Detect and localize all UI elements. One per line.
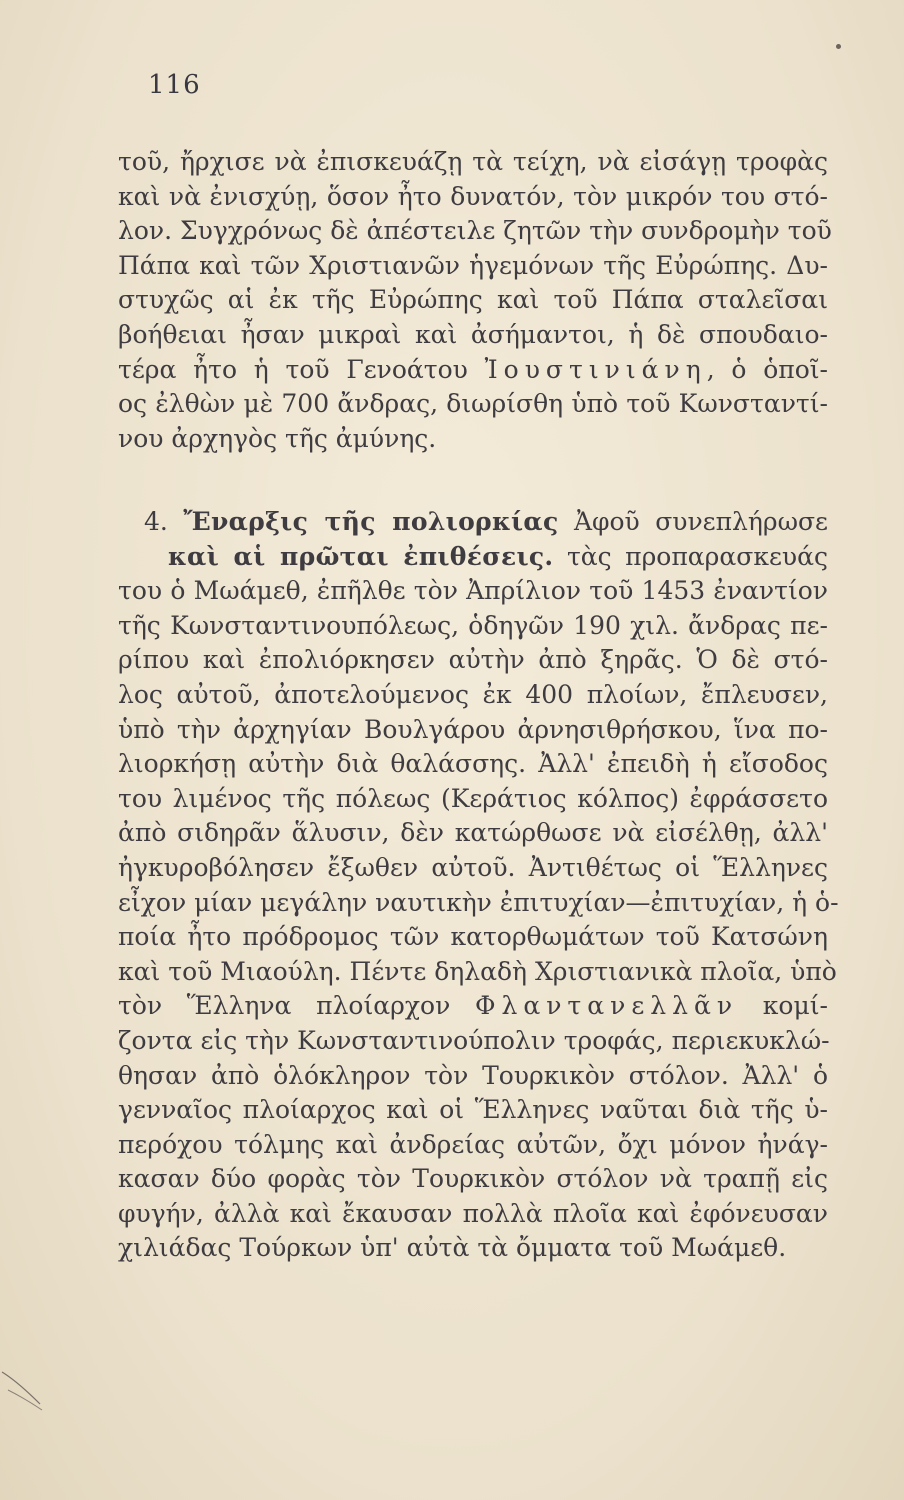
- text-line: Πάπα καὶ τῶν Χριστιανῶν ἡγεμόνων τῆς Εὐρώπης. Δυ-: [118, 250, 828, 280]
- text-line: γενναῖος πλοίαρχος καὶ οἱ Ἕλληνες ναῦται διὰ τῆς ὑ-: [118, 1095, 828, 1125]
- text-line: φυγήν, ἀλλὰ καὶ ἔκαυσαν πολλὰ πλοῖα καὶ ἐφόνευσαν: [118, 1198, 828, 1228]
- text-line: του ὁ Μωάμεθ, ἐπῆλθε τὸν Ἀπρίλιον τοῦ 1453 ἐναντίον: [118, 576, 828, 606]
- page-dot: [836, 44, 841, 49]
- text-line: θησαν ἀπὸ ὁλόκληρον τὸν Τουρκικὸν στόλον. Ἀλλ' ὁ: [118, 1060, 828, 1090]
- text-line: ὑπὸ τὴν ἀρχηγίαν Βουλγάρου ἀρνησιθρήσκου, ἵνα πο-: [118, 714, 828, 744]
- section-number: 4.: [144, 507, 168, 536]
- text-line: [118, 353, 828, 388]
- heading-line: [118, 505, 828, 540]
- spaced-name: Φλαντανελλᾶν: [475, 991, 739, 1021]
- text-fragment: τὸν Ἕλληνα πλοίαρχον: [118, 991, 451, 1021]
- text-line: λος αὐτοῦ, ἀποτελούμενος ἐκ 400 πλοίων, ἔπλευσεν,: [118, 679, 828, 709]
- section-heading-continued: καὶ αἱ πρῶται ἐπιθέσεις.: [168, 541, 554, 571]
- text-line: λιορκήσῃ αὐτὴν διὰ θαλάσσης. Ἀλλ' ἐπειδὴ ἡ εἴσοδος: [118, 749, 828, 779]
- text-line: χιλιάδας Τούρκων ὑπ' αὐτὰ τὰ ὄμματα τοῦ Μωάμεθ.: [118, 1233, 787, 1263]
- text-line: βοήθειαι ἦσαν μικραὶ καὶ ἀσήμαντοι, ἡ δὲ σπουδαιο-: [118, 319, 828, 349]
- text-fragment: , ὁ ὁποῖ-: [706, 354, 829, 384]
- text-line: ος ἐλθὼν μὲ 700 ἄνδρας, διωρίσθη ὑπὸ τοῦ Κωνσταντί-: [118, 389, 828, 419]
- text-line: περόχου τόλμης καὶ ἀνδρείας αὐτῶν, ὄχι μόνον ἠνάγ-: [118, 1129, 828, 1159]
- text-fragment: Ἀφοῦ συνεπλήρωσε: [573, 507, 828, 536]
- text-line: ἀπὸ σιδηρᾶν ἅλυσιν, δὲν κατώρθωσε νὰ εἰσέλθῃ, ἀλλ': [118, 818, 828, 848]
- margin-pencil-mark: [0, 1360, 60, 1420]
- text-line: καὶ τοῦ Μιαούλη. Πέντε δηλαδὴ Χριστιανικὰ πλοῖα, ὑπὸ: [118, 956, 837, 986]
- text-line: στυχῶς αἱ ἐκ τῆς Εὐρώπης καὶ τοῦ Πάπα σταλεῖσαι: [118, 285, 828, 315]
- heading-line: [118, 540, 828, 575]
- text-fragment: κομί-: [762, 991, 828, 1021]
- text-line: του λιμένος τῆς πόλεως (Κεράτιος κόλπος) ἐφράσσετο: [118, 783, 828, 813]
- text-line: ζοντα εἰς τὴν Κωνσταντινούπολιν τροφάς, περιεκυκλώ-: [118, 1025, 830, 1055]
- page-number: 116: [148, 70, 201, 100]
- text-line: καὶ νὰ ἐνισχύῃ, ὅσον ἦτο δυνατόν, τὸν μικρόν του στό-: [118, 181, 828, 211]
- text-line: κασαν δύο φορὰς τὸν Τουρκικὸν στόλον νὰ τραπῇ εἰς: [118, 1164, 828, 1194]
- spaced-name: Ἰουστινιάνη: [484, 354, 707, 384]
- text-fragment: τὰς προπαρασκευάς: [566, 541, 828, 571]
- text-line: ποία ἦτο πρόδρομος τῶν κατορθωμάτων τοῦ Κατσώνη: [118, 922, 828, 952]
- paragraph-2: [118, 505, 839, 1266]
- text-line: λον. Συγχρόνως δὲ ἀπέστειλε ζητῶν τὴν συνδρομὴν τοῦ: [118, 216, 832, 246]
- text-line: ρίπου καὶ ἐπολιόρκησεν αὐτὴν ἀπὸ ξηρᾶς. Ὁ δὲ στό-: [118, 645, 828, 675]
- text-line: τῆς Κωνσταντινουπόλεως, ὁδηγῶν 190 χιλ. ἄνδρας πε-: [118, 610, 828, 640]
- text-line: νου ἀρχηγὸς τῆς ἀμύνης.: [118, 423, 437, 453]
- text-line: εἶχον μίαν μεγάλην ναυτικὴν ἐπιτυχίαν—ἐπιτυχίαν, ἡ ὁ-: [118, 887, 839, 917]
- text-line: [118, 989, 828, 1024]
- text-line: ἠγκυροβόλησεν ἔξωθεν αὐτοῦ. Ἀντιθέτως οἱ Ἕλληνες: [118, 852, 828, 882]
- text-fragment: τέρα ἦτο ἡ τοῦ Γενοάτου: [118, 354, 468, 384]
- section-heading: Ἔναρξις τῆς πολιορκίας: [183, 507, 559, 536]
- text-line: τοῦ, ἤρχισε νὰ ἐπισκευάζῃ τὰ τείχη, νὰ εἰσάγῃ τροφὰς: [118, 147, 828, 176]
- paragraph-1: [118, 145, 832, 456]
